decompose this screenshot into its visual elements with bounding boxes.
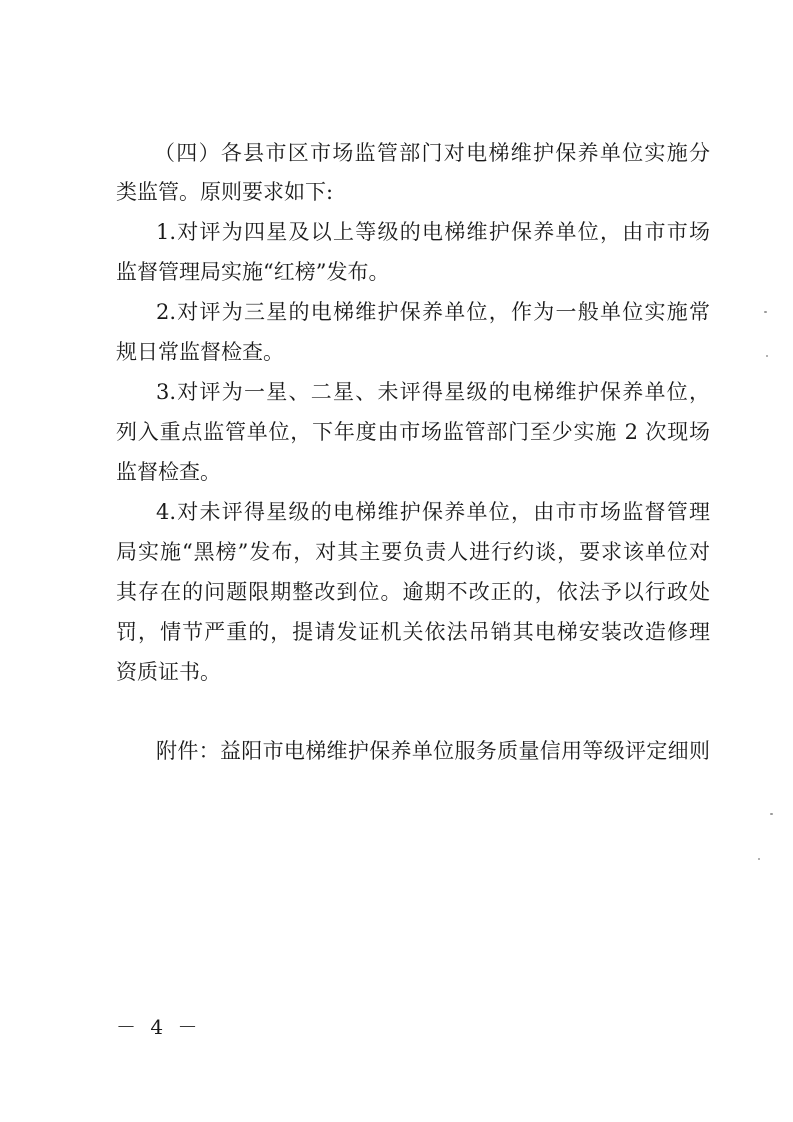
- item-3-line-1: 3.对评为一星、二星、未评得星级的电梯维护保养单位，: [156, 380, 710, 404]
- item-4-line-1: 4.对未评得星级的电梯维护保养单位，由市市场监督管理: [156, 500, 710, 524]
- scan-speck: [764, 311, 767, 313]
- paragraph-4-line-1: （四）各县市区市场监管部门对电梯维护保养单位实施分: [154, 141, 710, 165]
- page-number: － 4 －: [116, 1015, 202, 1039]
- item-4-line-2: 局实施“黑榜”发布，对其主要负责人进行约谈，要求该单位对: [116, 540, 710, 564]
- scan-speck: [766, 355, 768, 357]
- item-3-line-3: 监督检查。: [116, 460, 221, 484]
- item-4-line-4: 罚，情节严重的，提请发证机关依法吊销其电梯安装改造修理: [116, 620, 710, 644]
- item-4-line-3: 其存在的问题限期整改到位。逾期不改正的，依法予以行政处: [116, 580, 710, 604]
- scan-speck: [758, 858, 760, 860]
- item-2-line-2: 规日常监督检查。: [116, 340, 284, 364]
- paragraph-4-line-2: 类监管。原则要求如下:: [116, 180, 334, 204]
- scan-speck: [770, 813, 773, 815]
- item-1-line-1: 1.对评为四星及以上等级的电梯维护保养单位，由市市场: [156, 220, 710, 244]
- item-2-line-1: 2.对评为三星的电梯维护保养单位，作为一般单位实施常: [156, 300, 710, 324]
- item-3-line-2: 列入重点监管单位，下年度由市场监管部门至少实施 2 次现场: [116, 420, 710, 444]
- attachment-line: 附件：益阳市电梯维护保养单位服务质量信用等级评定细则: [156, 739, 710, 763]
- item-4-line-5: 资质证书。: [116, 660, 221, 684]
- item-1-line-2: 监督管理局实施“红榜”发布。: [116, 260, 390, 284]
